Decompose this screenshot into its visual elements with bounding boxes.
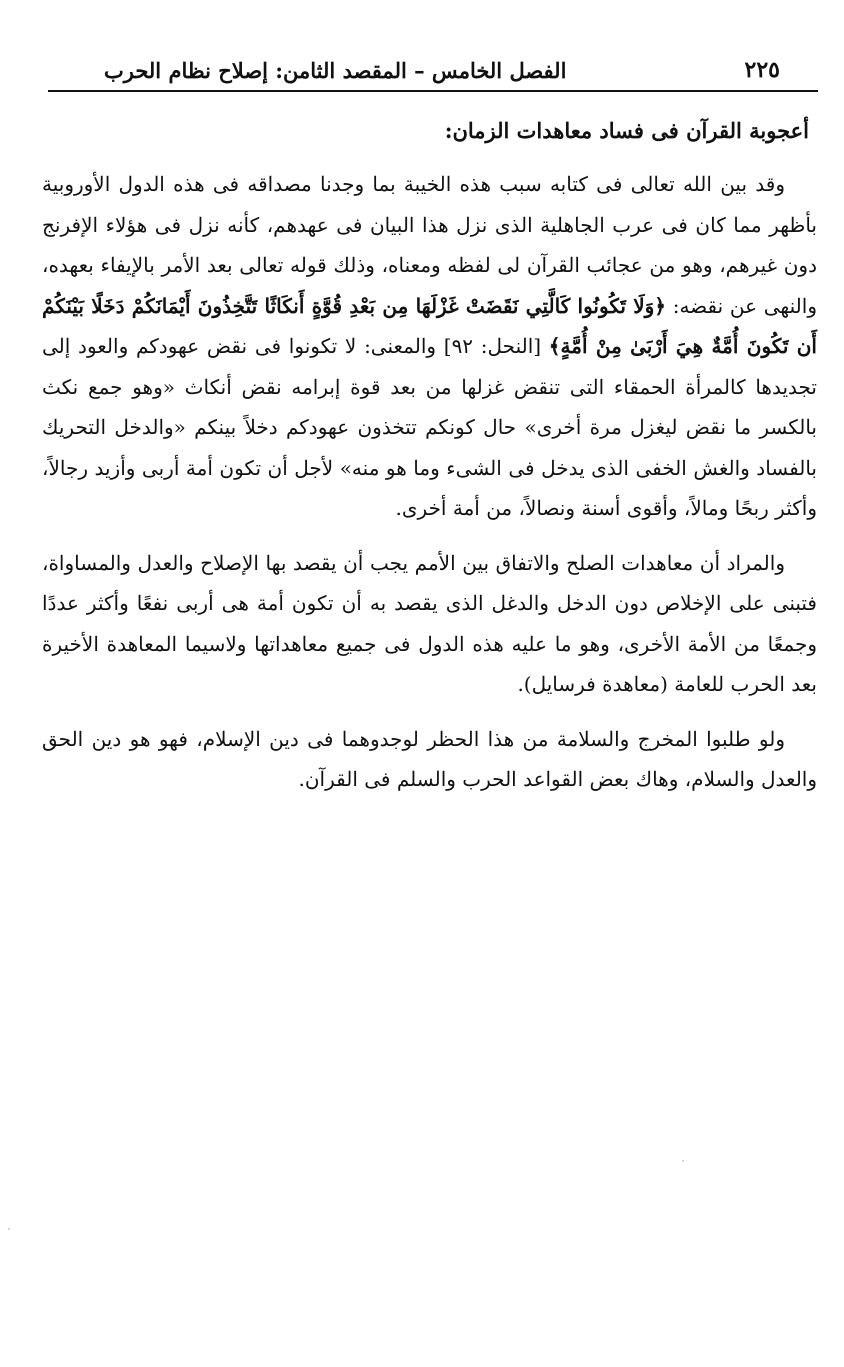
running-header	[48, 50, 818, 92]
quran-verse: ﴿وَلَا تَكُونُوا كَالَّتِي نَقَضَتْ غَزْلَهَا مِن بَعْدِ قُوَّةٍ أَنكَاثًا تَتَّخِذُونَ أَيْمَانَكُمْ دَخَلًا بَيْنَكُمْ أَن تَكُونَ أُمَّةٌ هِيَ أَرْبَىٰ مِنْ أُمَّةٍ﴾	[42, 293, 817, 358]
paragraph-1	[42, 164, 817, 529]
paragraph-1-text-b: [النحل: ٩٢] والمعنى: لا تكونوا فى نقض عهودكم والعود إلى تجديدها كالمرأة الحمقاء التى تنقض غزلها من بعد قوة إبرامه نقض أنكاث «وهو جمع نكث بالكسر ما نقض ليغزل مرة أخرى» حال كونكم تتخذون عهودكم دخلاً بينكم «والدخل التحريك بالفساد والغش الخفى الذى يدخل فى الشىء وما هو منه» لأجل أن تكون أمة أربى وأزيد رجالاً، وأكثر ربحًا ومالاً، وأقوى أسنة ونصالاً، من أمة أخرى.	[42, 334, 817, 520]
paragraph-3: ولو طلبوا المخرج والسلامة من هذا الحظر لوجدوهما فى دين الإسلام، فهو هو دين الحق والعدل والسلام، وهاك بعض القواعد الحرب والسلم فى القرآن.	[42, 726, 817, 791]
page-number: ٢٢٥	[744, 57, 780, 83]
page-body	[42, 112, 817, 814]
paragraph-1-text-a: وقد بين الله تعالى فى كتابه سبب هذه الخيبة بما وجدنا مصداقه فى هذه الدول الأوروبية بأظهر مما كان فى عرب الجاهلية الذى نزل هذا البيان فى عهدهم، كأنه نزل فى هؤلاء الإفرنج دون غيرهم، وهو من عجائب القرآن لى لفظه ومعناه، وذلك قوله تعالى بعد الأمر بالإيفاء بعهده، والنهى عن نقضه:	[42, 172, 817, 318]
scan-speck	[682, 1160, 684, 1162]
section-heading: أعجوبة القرآن فى فساد معاهدات الزمان:	[444, 118, 809, 143]
scan-speck	[8, 1228, 10, 1230]
paragraph-2: والمراد أن معاهدات الصلح والاتفاق بين الأمم يجب أن يقصد بها الإصلاح والعدل والمساواة، فتبنى على الإخلاص دون الدخل والدغل الذى يقصد به أن تكون أمة هى أربى نفعًا وأكثر عددًا وجمعًا من الأمة الأخرى، وهو ما عليه هذه الدول فى جميع معاهداتها ولاسيما المعاهدة الأخيرة بعد الحرب للعامة (معاهدة فرسايل).	[42, 550, 817, 696]
running-title: الفصل الخامس – المقصد الثامن: إصلاح نظام الحرب	[104, 57, 567, 83]
